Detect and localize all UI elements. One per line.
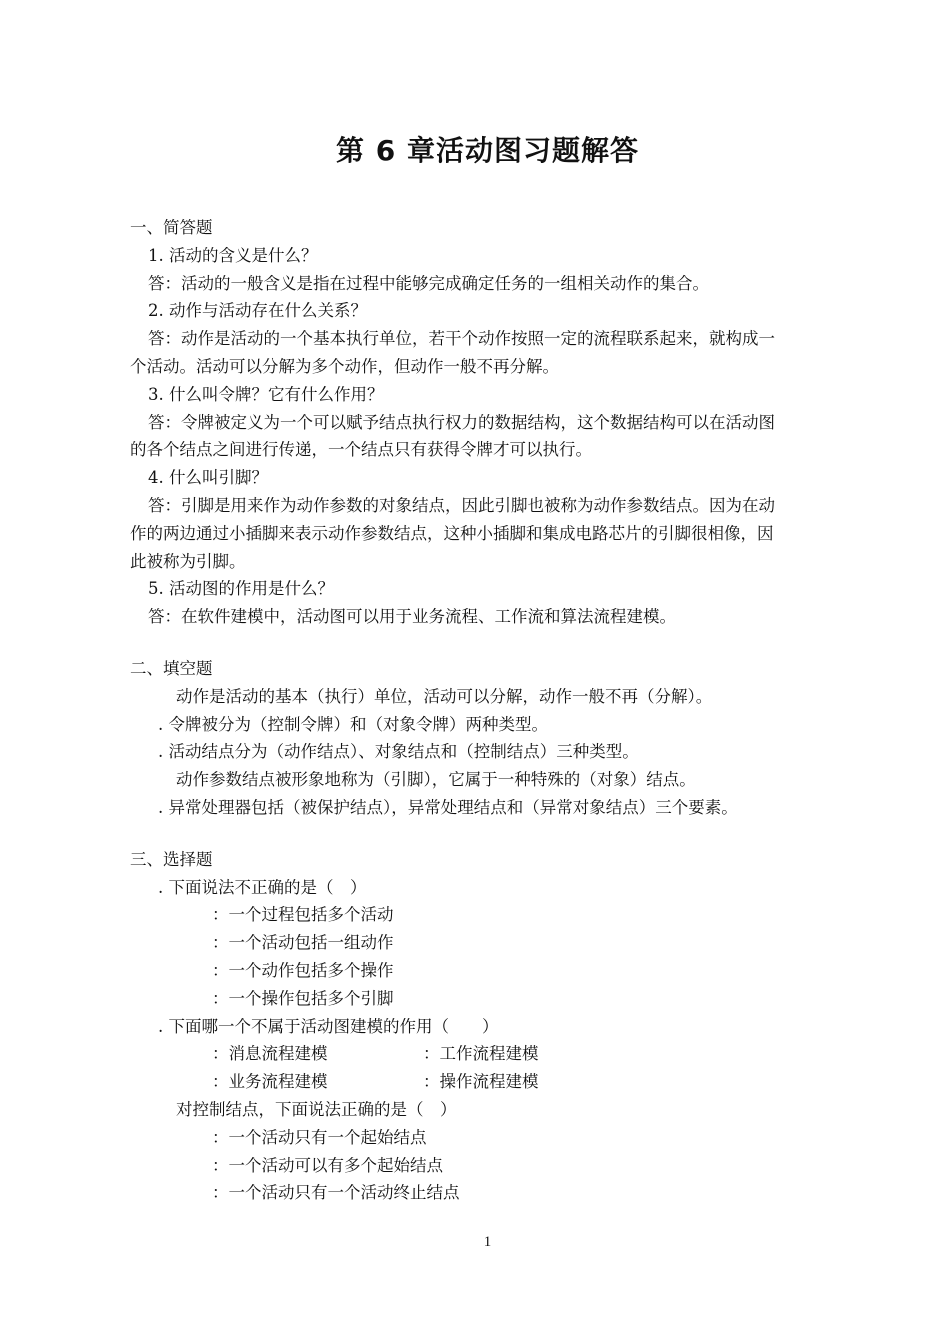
question: 2. 动作与活动存在什么关系？ <box>148 301 367 321</box>
answer-line: 答：动作是活动的一个基本执行单位，若干个动作按照一定的流程联系起来，就构成一 <box>148 329 775 349</box>
question: 3. 什么叫令牌？它有什么作用？ <box>148 384 384 404</box>
page-number: 1 <box>483 1234 492 1250</box>
fill-item: . 活动结点分为（动作结点）、对象结点和（控制结点）三种类型。 <box>158 742 639 762</box>
page-title: 第 6 章活动图习题解答 <box>336 134 639 167</box>
question: 5. 活动图的作用是什么？ <box>148 579 334 599</box>
choice-option: ：操作流程建模 <box>423 1072 539 1092</box>
question: 4. 什么叫引脚？ <box>148 468 268 488</box>
choice-question: 对控制结点，下面说法正确的是（ ） <box>176 1099 457 1119</box>
fill-item: . 令牌被分为（控制令牌）和（对象令牌）两种类型。 <box>158 714 548 734</box>
answer-line: 答：令牌被定义为一个可以赋予结点执行权力的数据结构，这个数据结构可以在活动图 <box>148 412 775 432</box>
choice-question: . 下面说法不正确的是（ ） <box>158 877 367 897</box>
answer: 答：在软件建模中，活动图可以用于业务流程、工作流和算法流程建模。 <box>148 607 676 627</box>
section-heading: 三、选择题 <box>130 849 213 869</box>
question: 1. 活动的含义是什么？ <box>148 245 318 265</box>
choice-option: ：一个动作包括多个操作 <box>212 960 394 980</box>
answer-line: 个活动。活动可以分解为多个动作，但动作一般不再分解。 <box>130 356 559 376</box>
answer-line: 此被称为引脚。 <box>130 551 246 571</box>
section-heading: 二、填空题 <box>130 658 213 678</box>
choice-option: ：工作流程建模 <box>423 1044 539 1064</box>
choice-option: ：一个活动可以有多个起始结点 <box>212 1155 443 1175</box>
section-gap <box>130 631 850 655</box>
choice-option: ：一个操作包括多个引脚 <box>212 988 394 1008</box>
fill-item: 动作参数结点被形象地称为（引脚），它属于一种特殊的（对象）结点。 <box>176 770 696 790</box>
section-heading: 一、简答题 <box>130 218 213 237</box>
document-body <box>130 214 850 1207</box>
answer-line: 答：引脚是用来作为动作参数的对象结点，因此引脚也被称为动作参数结点。因为在动 <box>148 495 775 515</box>
choice-option: ：一个过程包括多个活动 <box>212 905 394 925</box>
answer-line: 作的两边通过小插脚来表示动作参数结点，这种小插脚和集成电路芯片的引脚很相像，因 <box>130 523 774 543</box>
choice-option: ：一个活动只有一个起始结点 <box>212 1127 427 1147</box>
choice-option-row <box>130 1068 850 1096</box>
fill-item: . 异常处理器包括（被保护结点），异常处理结点和（异常对象结点）三个要素。 <box>158 797 738 817</box>
choice-question: . 下面哪一个不属于活动图建模的作用（ ） <box>158 1016 499 1036</box>
choice-option: ：一个活动包括一组动作 <box>212 933 394 953</box>
answer: 答：活动的一般含义是指在过程中能够完成确定任务的一组相关动作的集合。 <box>148 273 709 293</box>
choice-option: ：业务流程建模 <box>212 1072 328 1092</box>
choice-option: ：消息流程建模 <box>212 1044 328 1064</box>
fill-item: 动作是活动的基本（执行）单位，活动可以分解，动作一般不再（分解）。 <box>176 686 713 706</box>
choice-option: ：一个活动只有一个活动终止结点 <box>212 1183 460 1203</box>
section-gap <box>130 822 850 846</box>
choice-option-row <box>130 1040 850 1068</box>
answer-line: 的各个结点之间进行传递，一个结点只有获得令牌才可以执行。 <box>130 440 592 460</box>
